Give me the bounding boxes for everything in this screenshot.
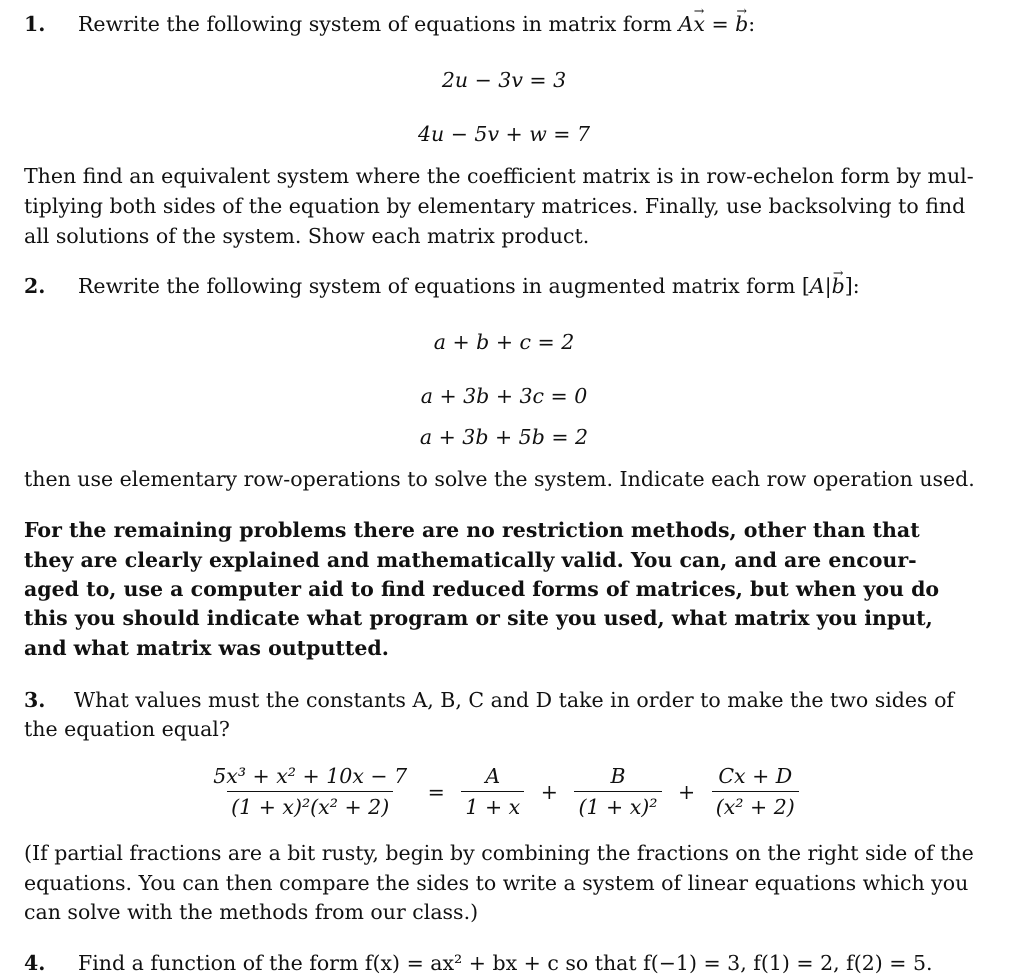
problem-1-paragraph-line-3: all solutions of the system. Show each matrix product. [24,224,590,248]
problem-4-number: 4. [24,951,46,975]
term-2-denominator: (1 + x)² [574,791,661,819]
problem-2-number: 2. [24,274,46,298]
problem-2-equation-3: a + 3b + 5b = 2 [419,425,589,449]
problem-1-equation-1: 2u − 3v = 3 [441,68,567,92]
note-line-5: and what matrix was outputted. [24,636,389,660]
term-1-fraction [461,764,524,819]
term-3-fraction [712,764,799,819]
problem-3-line-1: What values must the constants A, B, C and D take in order to make the two sides of [74,688,954,712]
problem-3-statement [24,688,954,712]
augmented-b-vector: b → [832,274,845,298]
note-line-3: aged to, use a computer aid to find reduced forms of matrices, but when you do [24,577,940,601]
problem-3-hint-line-2: equations. You can then compare the sides to write a system of linear equations which you [24,871,969,895]
lhs-numerator: 5x³ + x² + 10x − 7 [213,764,408,788]
problem-3-number: 3. [24,688,46,712]
matrix-form-a: A [678,12,694,36]
problem-2-instruction: then use elementary row-operations to solve the system. Indicate each row operation used. [24,467,975,491]
problem-4-statement [24,951,933,975]
problem-3-hint-line-3: can solve with the methods from our class.) [24,900,479,924]
problem-1-paragraph-line-1: Then find an equivalent system where the coefficient matrix is in row-echelon form by mul- [24,164,974,188]
problem-1-prompt: Rewrite the following system of equations in matrix form [78,12,672,36]
problem-2-equation-1: a + b + c = 2 [433,330,575,354]
problem-4-text: Find a function of the form f(x) = ax² + bx + c so that f(−1) = 3, f(1) = 2, f(2) = 5. [78,951,933,975]
term-3-denominator: (x² + 2) [712,791,799,819]
problem-3-hint-line-1: (If partial fractions are a bit rusty, begin by combining the fractions on the right side of the [24,841,974,865]
matrix-form-equals: = [711,12,729,36]
problem-2-equation-2: a + 3b + 3c = 0 [420,384,588,408]
term-1-denominator: 1 + x [461,791,524,819]
augmented-bar: | [824,274,832,298]
equals-sign: = [427,779,445,804]
augmented-open-bracket: [ [801,274,810,298]
problem-3-line-2: the equation equal? [24,717,230,741]
matrix-form-b-vector: b → [735,12,748,36]
partial-fraction-equation [24,764,984,819]
problem-2-prompt: Rewrite the following system of equations in augmented matrix form [78,274,796,298]
lhs-fraction [209,764,411,819]
term-3-numerator: Cx + D [718,764,793,788]
lhs-denominator: (1 + x)²(x² + 2) [227,791,393,819]
problem-1-equation-2: 4u − 5v + w = 7 [417,122,591,146]
plus-sign-1: + [540,779,558,804]
matrix-form-colon: : [748,12,756,36]
term-1-numerator: A [485,764,501,788]
problem-2-statement [24,274,860,298]
augmented-close-bracket: ]: [844,274,860,298]
note-line-2: they are clearly explained and mathematically valid. You can, and are encour- [24,548,917,572]
problem-1-paragraph-line-2: tiplying both sides of the equation by elementary matrices. Finally, use backsolving to find [24,194,966,218]
plus-sign-2: + [678,779,696,804]
note-line-1: For the remaining problems there are no restriction methods, other than that [24,518,920,542]
note-line-4: this you should indicate what program or site you used, what matrix you input, [24,606,933,630]
augmented-a: A [809,274,825,298]
term-2-fraction [574,764,661,819]
term-2-numerator: B [610,764,626,788]
problem-1-number: 1. [24,12,46,36]
matrix-form-x-vector: x → [693,12,705,36]
problem-1-statement [24,12,755,36]
